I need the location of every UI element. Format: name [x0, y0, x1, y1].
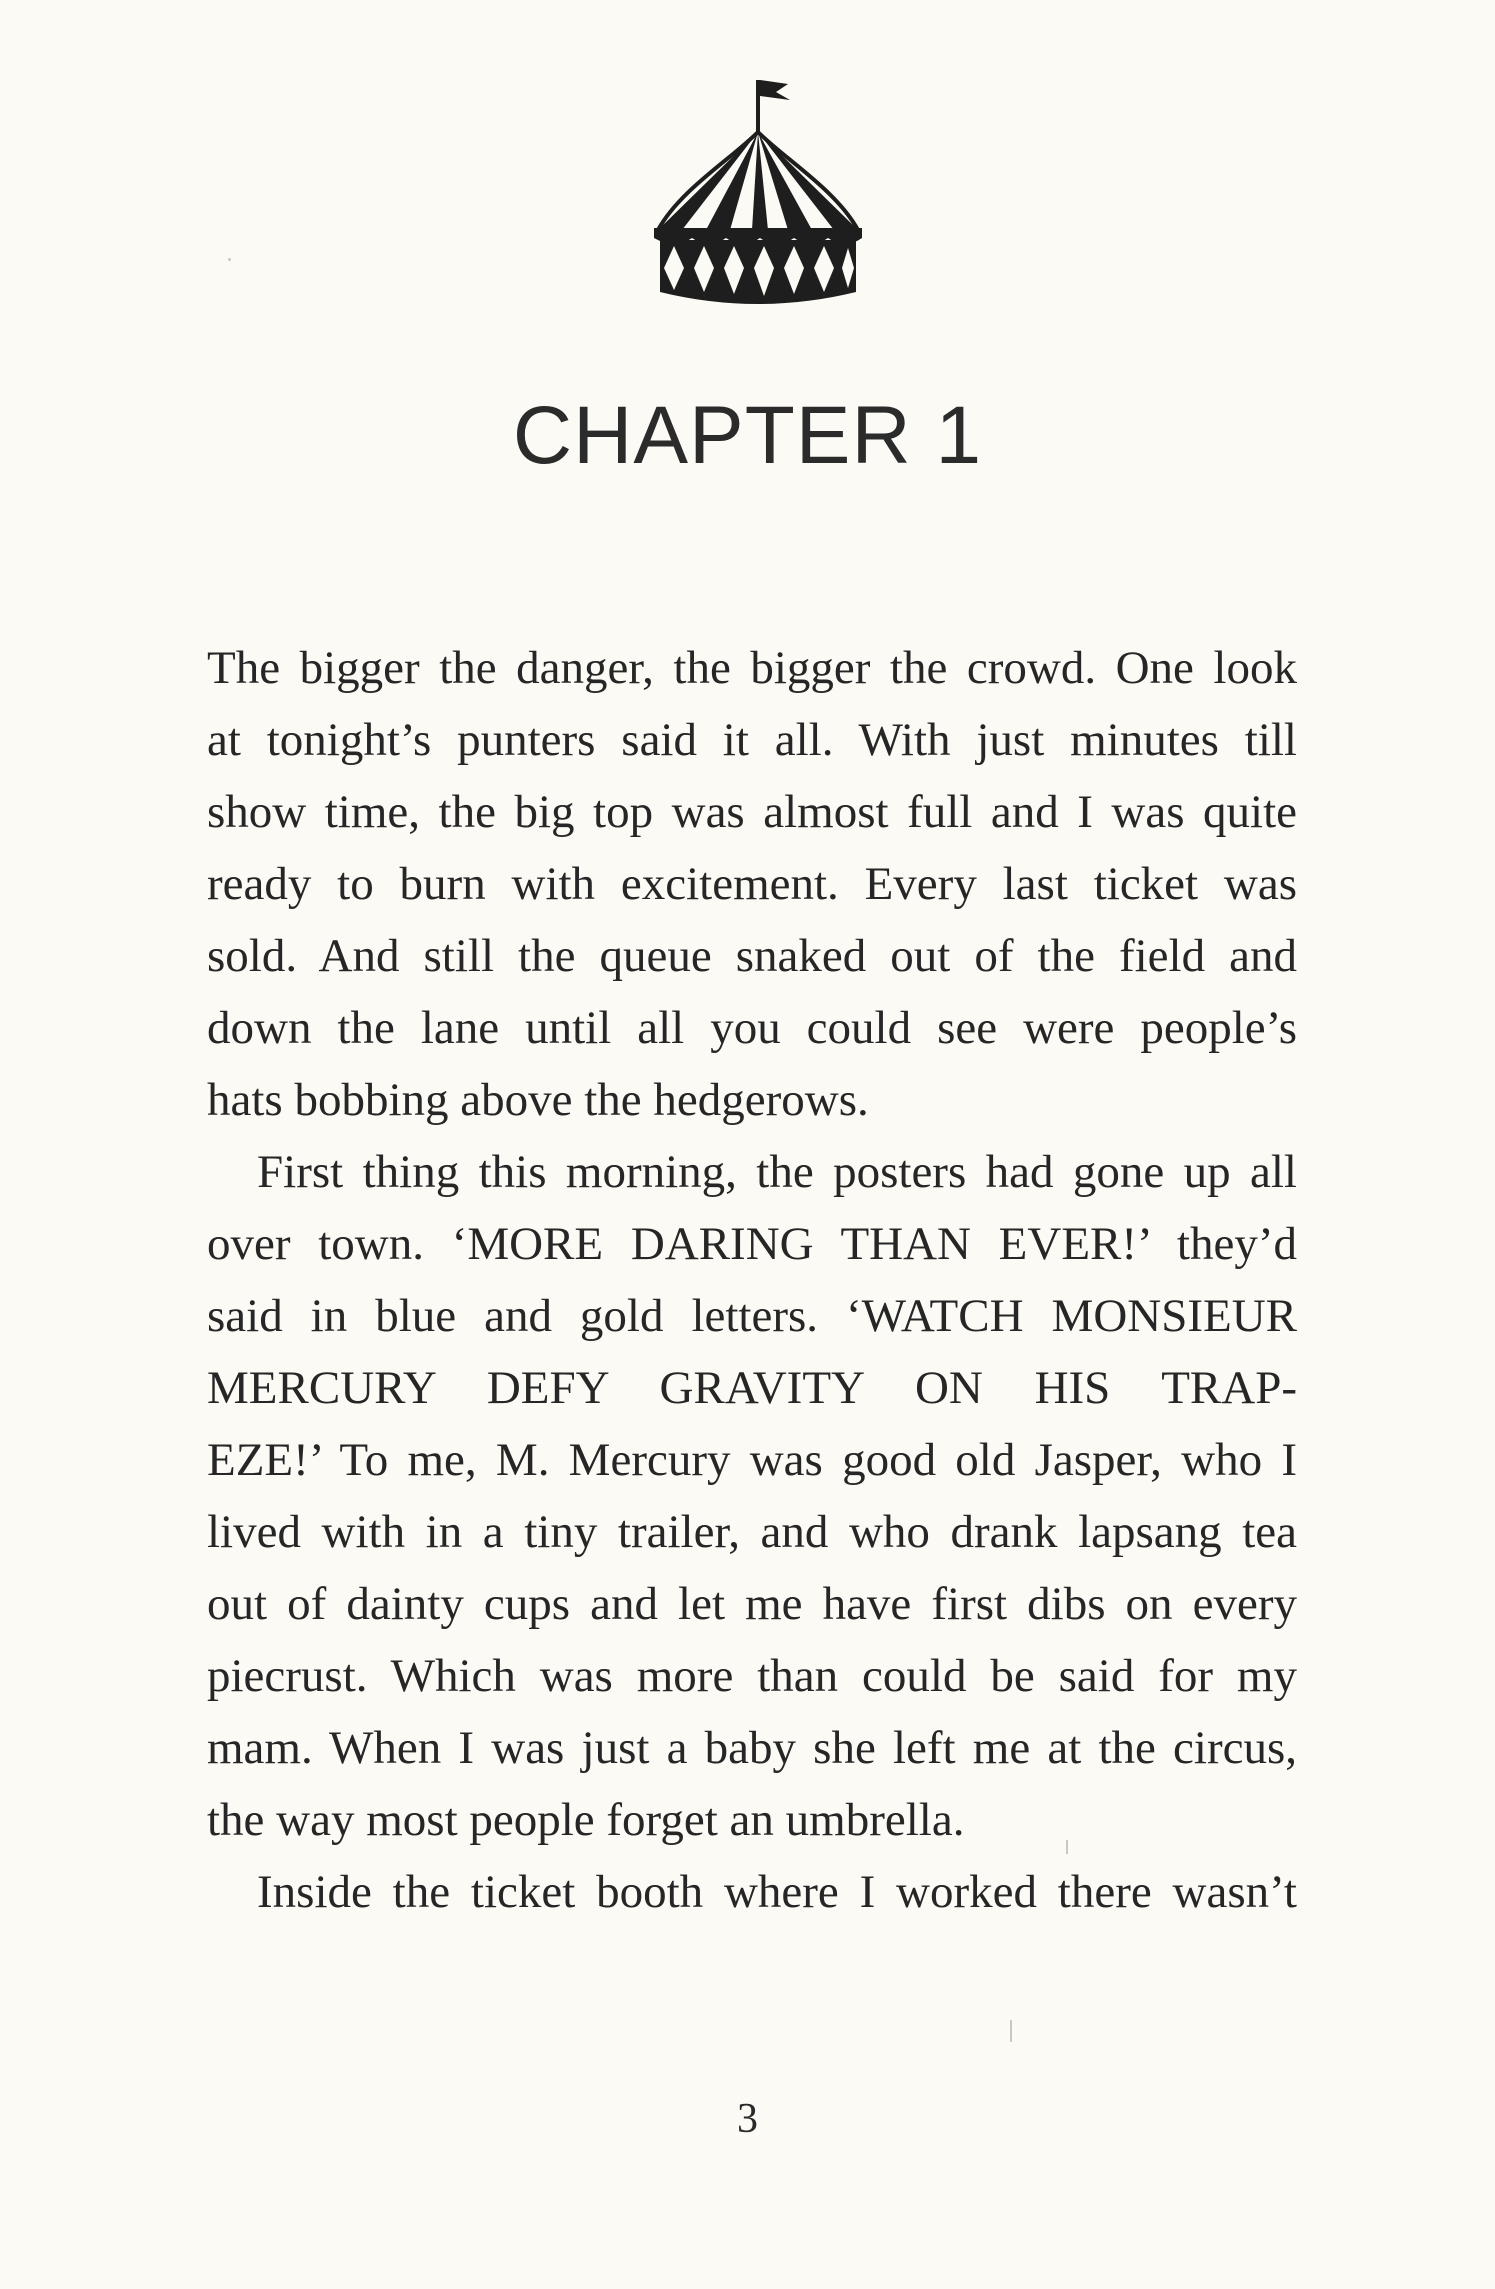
scan-speck — [1066, 1840, 1068, 1854]
text-line: ready to burn with excitement. Every last ticket was — [207, 858, 1297, 910]
page-number: 3 — [737, 2096, 758, 2142]
text-line: at tonight’s punters said it all. With just minutes till — [207, 714, 1297, 766]
text-line: down the lane until all you could see were people’s — [207, 1002, 1297, 1054]
text-line: MERCURY DEFY GRAVITY ON HIS TRAP- — [207, 1362, 1297, 1414]
text-line: Inside the ticket booth where I worked there wasn’t — [257, 1866, 1297, 1918]
text-line: hats bobbing above the hedgerows. — [207, 1074, 869, 1126]
text-line: show time, the big top was almost full and I was quite — [207, 786, 1297, 838]
text-line: said in blue and gold letters. ‘WATCH MONSIEUR — [207, 1290, 1297, 1342]
text-line: EZE!’ To me, M. Mercury was good old Jasper, who I — [207, 1434, 1297, 1486]
scan-speck — [228, 258, 231, 261]
text-line: lived with in a tiny trailer, and who drank lapsang tea — [207, 1506, 1297, 1558]
text-line: the way most people forget an umbrella. — [207, 1794, 965, 1846]
chapter-heading: CHAPTER 1 — [512, 390, 983, 481]
body-text — [207, 632, 1297, 1928]
paragraph — [207, 632, 1297, 1136]
text-line: mam. When I was just a baby she left me at the circus, — [207, 1722, 1297, 1774]
text-line: First thing this morning, the posters had gone up all — [257, 1146, 1297, 1198]
paragraph — [207, 1856, 1297, 1928]
text-line: over town. ‘MORE DARING THAN EVER!’ they’d — [207, 1218, 1297, 1270]
text-line: sold. And still the queue snaked out of the field and — [207, 930, 1297, 982]
text-line: out of dainty cups and let me have first dibs on every — [207, 1578, 1297, 1630]
paragraph — [207, 1136, 1297, 1856]
circus-tent-icon — [640, 70, 870, 310]
text-line: The bigger the danger, the bigger the crowd. One look — [207, 642, 1297, 694]
text-line: piecrust. Which was more than could be said for my — [207, 1650, 1297, 1702]
scan-speck — [1010, 2020, 1012, 2042]
